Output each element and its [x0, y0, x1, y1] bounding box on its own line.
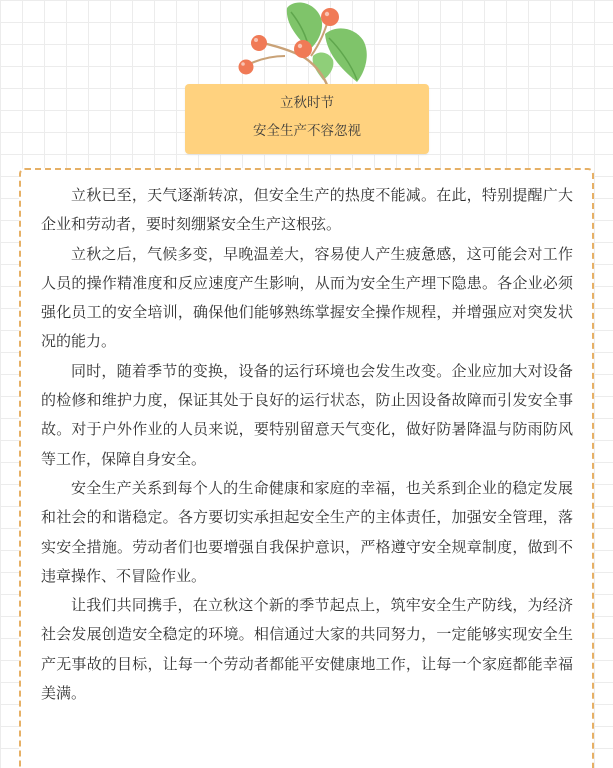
paragraph: 让我们共同携手，在立秋这个新的季节起点上，筑牢安全生产防线，为经济社会发展创造安全稳定的环境。相信通过大家的共同努力，一定能够实现安全生产无事故的目标，让每一个劳动者都能平安健康地工作，让每一个家庭都能幸福美满。 [41, 596, 573, 703]
paragraph: 安全生产关系到每个人的生命健康和家庭的幸福，也关系到企业的稳定发展和社会的和谐稳定。各方要切实承担起安全生产的主体责任，加强安全管理，落实安全措施。劳动者们也要增强自我保护意识，严格遵守安全规章制度，做到不违章操作、不冒险作业。 [41, 478, 573, 585]
autumn-branch-icon [225, 0, 395, 90]
page-subtitle: 安全生产不容忽视 [253, 123, 361, 139]
page-title: 立秋时节 [280, 95, 334, 111]
paragraph: 同时，随着季节的变换，设备的运行环境也会发生改变。企业应加大对设备的检修和维护力度，保证其处于良好的运行状态，防止因设备故障而引发安全事故。对于户外作业的人员来说，要特别留意天气变化，做好防暑降温与防雨防风等工作，保障自身安全。 [41, 361, 573, 468]
paragraph: 立秋之后，气候多变，早晚温差大，容易使人产生疲惫感，这可能会对工作人员的操作精准度和反应速度产生影响，从而为安全生产埋下隐患。各企业必须强化员工的安全培训，确保他们能够熟练掌握安全操作规程，并增强应对突发状况的能力。 [41, 244, 573, 351]
title-card [185, 84, 429, 154]
paragraph: 立秋已至，天气逐渐转凉，但安全生产的热度不能减。在此，特别提醒广大企业和劳动者，要时刻绷紧安全生产这根弦。 [41, 186, 573, 234]
article-body [41, 181, 573, 708]
